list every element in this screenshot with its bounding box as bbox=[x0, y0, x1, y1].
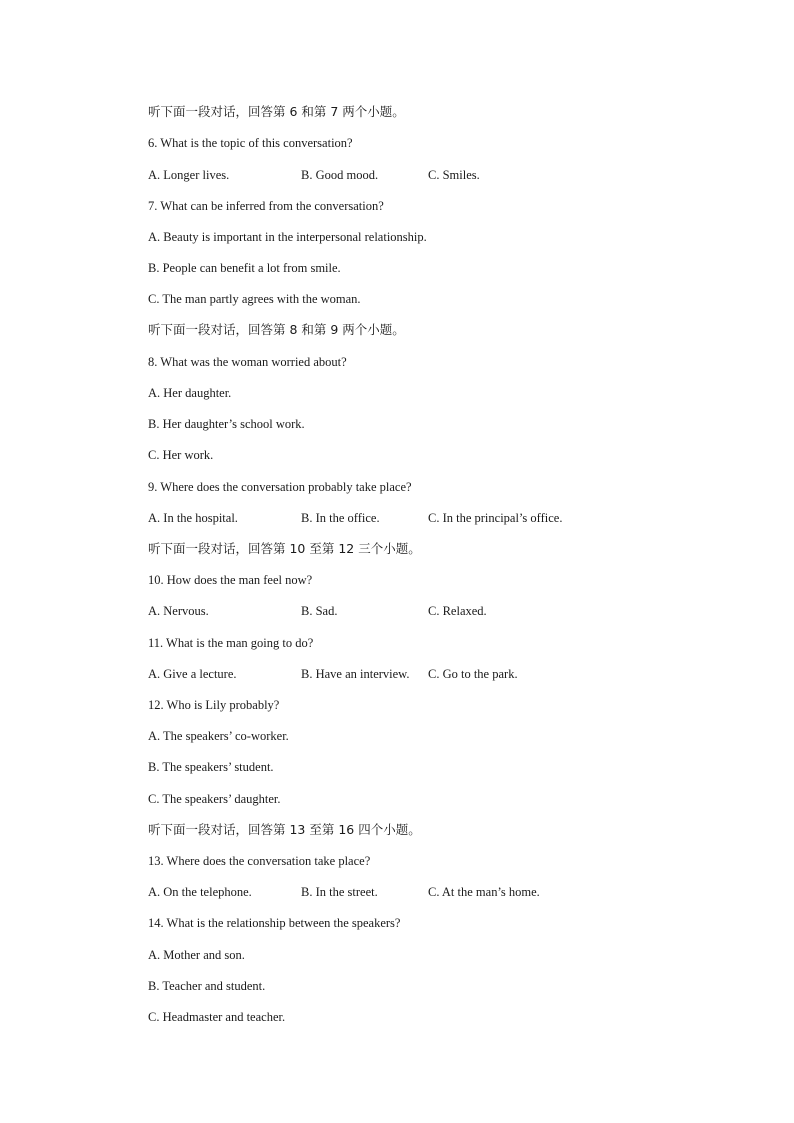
question-8: 8. What was the woman worried about? bbox=[148, 355, 347, 369]
option-c: C. Smiles. bbox=[428, 168, 480, 182]
option-b: B. Teacher and student. bbox=[148, 979, 266, 993]
question-13: 13. Where does the conversation take place? bbox=[148, 854, 371, 868]
option-c: C. Headmaster and teacher. bbox=[148, 1010, 286, 1024]
option-b: B. People can benefit a lot from smile. bbox=[148, 261, 341, 275]
question-6: 6. What is the topic of this conversation? bbox=[148, 136, 353, 150]
option-b: B. Sad. bbox=[301, 604, 338, 618]
option-a: A. The speakers’ co-worker. bbox=[148, 729, 289, 743]
option-a: A. Beauty is important in the interpersonal relationship. bbox=[148, 230, 427, 244]
question-12: 12. Who is Lily probably? bbox=[148, 698, 280, 712]
option-a: A. Longer lives. bbox=[148, 168, 230, 182]
question-9: 9. Where does the conversation probably take place? bbox=[148, 480, 412, 494]
option-c: C. Go to the park. bbox=[428, 667, 518, 681]
section-heading: 听下面一段对话，回答第 8 和第 9 两个小题。 bbox=[148, 322, 405, 337]
option-a: A. Give a lecture. bbox=[148, 667, 237, 681]
option-b: B. In the office. bbox=[301, 511, 380, 525]
option-c: C. Her work. bbox=[148, 448, 214, 462]
question-11: 11. What is the man going to do? bbox=[148, 636, 314, 650]
option-c: C. The man partly agrees with the woman. bbox=[148, 292, 361, 306]
option-c: C. The speakers’ daughter. bbox=[148, 792, 281, 806]
option-c: C. In the principal’s office. bbox=[428, 511, 563, 525]
option-b: B. Have an interview. bbox=[301, 667, 410, 681]
option-c: C. At the man’s home. bbox=[428, 885, 540, 899]
question-10: 10. How does the man feel now? bbox=[148, 573, 313, 587]
option-a: A. In the hospital. bbox=[148, 511, 238, 525]
section-heading: 听下面一段对话，回答第 10 至第 12 三个小题。 bbox=[148, 541, 421, 556]
option-c: C. Relaxed. bbox=[428, 604, 487, 618]
option-a: A. Mother and son. bbox=[148, 948, 245, 962]
option-b: B. Her daughter’s school work. bbox=[148, 417, 305, 431]
option-a: A. On the telephone. bbox=[148, 885, 252, 899]
option-a: A. Her daughter. bbox=[148, 386, 232, 400]
option-b: B. Good mood. bbox=[301, 168, 379, 182]
option-b: B. In the street. bbox=[301, 885, 378, 899]
section-heading: 听下面一段对话，回答第 6 和第 7 两个小题。 bbox=[148, 104, 405, 119]
option-a: A. Nervous. bbox=[148, 604, 209, 618]
question-14: 14. What is the relationship between the speakers? bbox=[148, 916, 401, 930]
option-b: B. The speakers’ student. bbox=[148, 760, 274, 774]
section-heading: 听下面一段对话，回答第 13 至第 16 四个小题。 bbox=[148, 822, 421, 837]
question-7: 7. What can be inferred from the conversation? bbox=[148, 199, 384, 213]
